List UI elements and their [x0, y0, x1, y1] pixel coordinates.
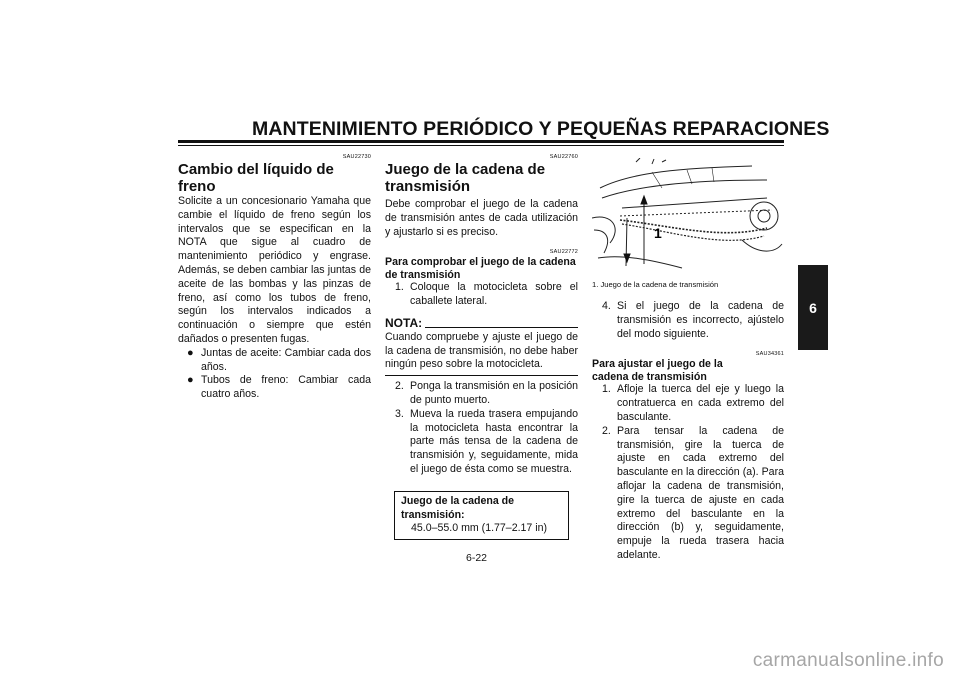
step-number: 1.	[395, 281, 404, 294]
subheading: Para ajustar el juego de la cadena de transmisión	[592, 358, 723, 383]
bullet-icon: ●	[187, 374, 194, 387]
spec-label: Juego de la cadena de transmisión:	[401, 494, 515, 521]
list-item	[178, 347, 371, 375]
step-number: 4.	[602, 300, 611, 312]
spec-box	[394, 491, 569, 540]
step-text: Ponga la transmisión en la posición de punto muerto.	[410, 380, 578, 406]
chapter-tab: 6	[798, 265, 828, 350]
page-number: 6-22	[466, 552, 488, 564]
section-body: Debe comprobar el juego de la cadena de transmisión antes de cada utilización y ajustarlo si es preciso.	[385, 198, 578, 238]
section-code: SAU22730	[342, 154, 371, 160]
header-rule-thin	[178, 145, 784, 146]
step-number: 1.	[602, 383, 611, 396]
figure-callout-number: 1	[654, 225, 662, 241]
note-title	[385, 317, 578, 331]
step-number: 2.	[395, 380, 404, 393]
section-code: SAU34361	[755, 351, 784, 358]
step-text: Para tensar la cadena de transmisión, gire la tuerca de ajuste en cada extremo del basculante en la dirección (a). Para aflojar la cadena de transmisión, gire la tuerca de ajuste en cada extremo del basculante en la dirección (b) y, seguidamente, empuje la rueda trasera hacia adelante.	[617, 424, 784, 561]
list-item-text: Tubos de freno: Cambiar cada cuatro años.	[201, 374, 371, 401]
section-code: SAU22760	[549, 154, 578, 160]
figure-caption: 1. Juego de la cadena de transmisión	[592, 280, 719, 289]
list-item	[385, 380, 578, 408]
section-heading: Cambio del líquido de freno	[178, 161, 334, 195]
step-number: 2.	[602, 424, 611, 437]
list-item	[592, 425, 784, 563]
step-text: Coloque la motocicleta sobre el caballete lateral.	[410, 281, 578, 308]
column-brake-fluid	[178, 154, 371, 402]
page-title: MANTENIMIENTO PERIÓDICO Y PEQUEÑAS REPARACIONES	[252, 118, 830, 140]
list-item	[385, 408, 578, 477]
column-chain-slack	[385, 154, 578, 540]
step-text: Si el juego de la cadena de transmisión es incorrecto, ajústelo del modo siguiente.	[617, 300, 784, 340]
section-code: SAU22772	[549, 249, 578, 256]
section-heading: Juego de la cadena de transmisión	[385, 161, 546, 195]
subheading: Para comprobar el juego de la cadena de transmisión	[385, 256, 576, 281]
list-item	[178, 374, 371, 402]
note-end-rule	[385, 375, 578, 376]
section-body: Solicite a un concesionario Yamaha que cambie el líquido de freno según los intervalos que se especifican en la NOTA que sigue al cuadro de mantenimiento periódico y engrase. Además, se deben cambiar las juntas de aceite de las bombas y las pinzas de freno, así como los tubos de freno, según los intervalos indicados a continuación o siempre que estén dañados o presenten fugas.	[178, 195, 371, 345]
watermark: carmanualsonline.info	[752, 650, 944, 671]
column-chain-adjust	[592, 300, 784, 563]
step-text: Afloje la tuerca del eje y luego la contratuerca en cada extremo del basculante.	[617, 383, 784, 423]
note-rule	[425, 327, 578, 328]
step-number: 3.	[395, 407, 404, 420]
spec-value: 45.0–55.0 mm (1.77–2.17 in)	[411, 522, 548, 535]
chain-slack-illustration	[592, 158, 784, 274]
note-body: Cuando compruebe y ajuste el juego de la cadena de transmisión, no debe haber ningún peso sobre la motocicleta.	[385, 330, 578, 371]
list-item	[385, 281, 578, 309]
step-text: Mueva la rueda trasera empujando la motocicleta hasta encontrar la parte más tensa de la cadena de transmisión y, seguidamente, mida el juego de ésta como se muestra.	[410, 407, 578, 475]
bullet-icon: ●	[187, 346, 194, 359]
header-rule	[178, 140, 784, 143]
list-item	[592, 300, 784, 341]
list-item	[592, 383, 784, 424]
list-item-text: Juntas de aceite: Cambiar cada dos años.	[201, 346, 371, 373]
note-label: NOTA:	[385, 315, 423, 330]
